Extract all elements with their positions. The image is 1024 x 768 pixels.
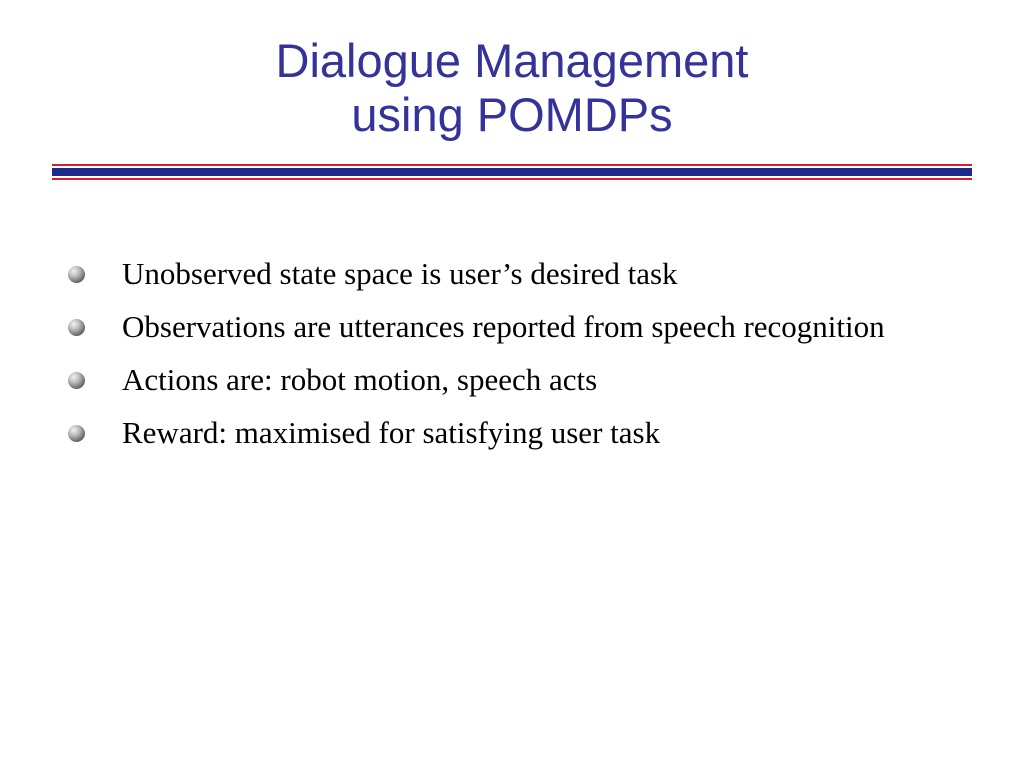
- bullet-item: [64, 359, 944, 401]
- title-divider-red-bottom: [52, 178, 972, 180]
- bullet-text: Actions are: robot motion, speech acts: [122, 362, 598, 397]
- title-divider-red-top: [52, 164, 972, 166]
- title-divider-blue: [52, 168, 972, 176]
- sphere-bullet-icon: [68, 372, 85, 389]
- sphere-bullet-icon: [68, 425, 85, 442]
- title-line-1: Dialogue Management: [275, 34, 749, 87]
- sphere-bullet-icon: [68, 266, 85, 283]
- bullet-text: Reward: maximised for satisfying user task: [122, 415, 661, 450]
- bullet-list: [64, 253, 944, 465]
- title-line-2: using POMDPs: [351, 88, 673, 141]
- slide-title: [0, 34, 1024, 142]
- bullet-text: Observations are utterances reported from speech recognition: [122, 309, 885, 344]
- bullet-text: Unobserved state space is user’s desired task: [122, 256, 678, 291]
- sphere-bullet-icon: [68, 319, 85, 336]
- bullet-item: [64, 306, 944, 348]
- bullet-item: [64, 412, 944, 454]
- bullet-item: [64, 253, 944, 295]
